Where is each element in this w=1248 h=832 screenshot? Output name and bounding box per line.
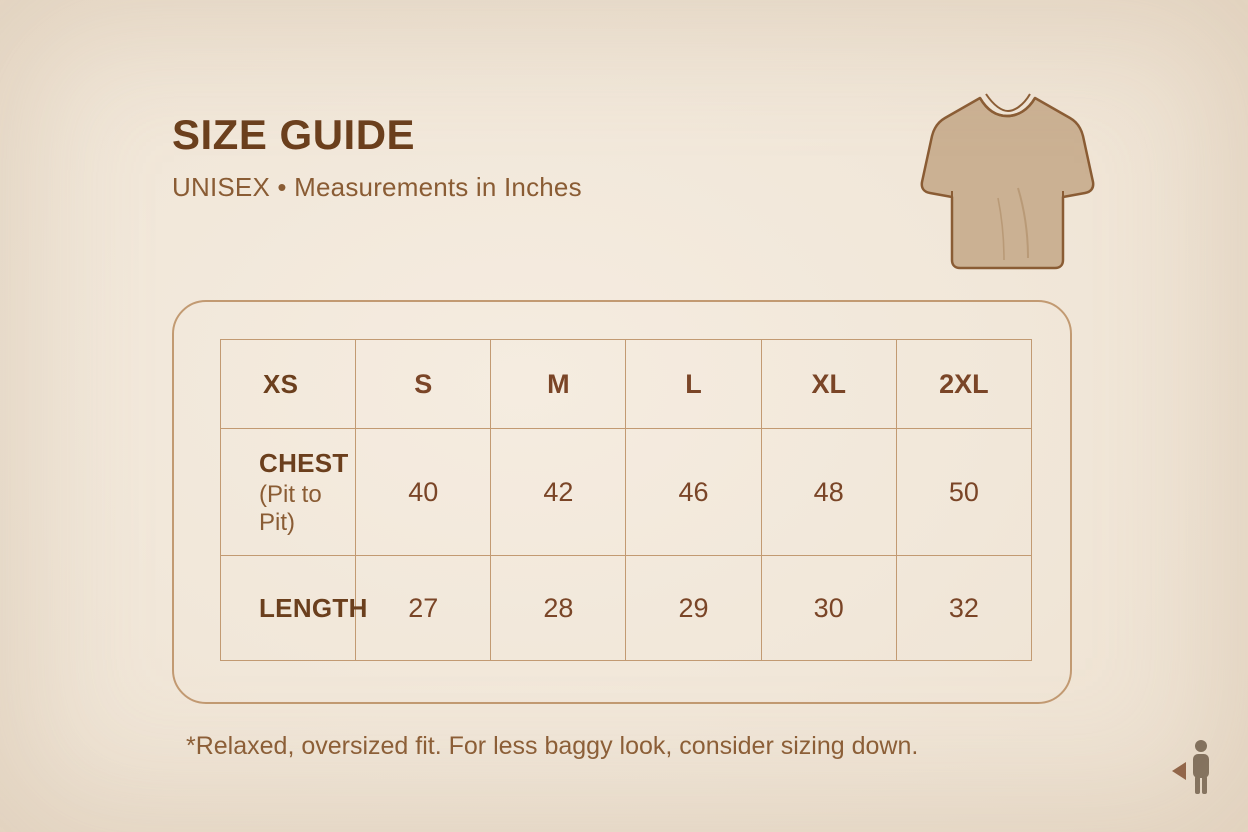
size-table [220,339,1032,661]
cell-chest-s: 40 [356,429,491,556]
cell-chest-m: 42 [491,429,626,556]
row-label-length: LENGTH [221,556,356,661]
table-row-length [221,556,1032,661]
table-row-chest [221,429,1032,556]
header-cell-xl: XL [761,340,896,429]
tshirt-icon [900,78,1115,278]
header-cell-2xl: 2XL [896,340,1031,429]
header-cell-m: M [491,340,626,429]
row-label-chest-sub: (Pit to Pit) [259,480,322,536]
cell-length-2xl: 32 [896,556,1031,661]
cell-length-l: 29 [626,556,761,661]
page-subtitle: UNISEX • Measurements in Inches [172,172,582,203]
row-label-chest-main: CHEST [259,447,349,478]
row-label-chest [221,429,356,556]
header-cell-blank: XS [221,340,356,429]
header-cell-s: S [356,340,491,429]
page-title: SIZE GUIDE [172,111,416,158]
cell-length-xl: 30 [761,556,896,661]
cell-chest-xl: 48 [761,429,896,556]
cell-length-m: 28 [491,556,626,661]
table-header-row [221,340,1032,429]
person-icon [1182,738,1220,796]
cell-chest-l: 46 [626,429,761,556]
header-cell-l: L [626,340,761,429]
cell-length-s: 27 [356,556,491,661]
footnote: *Relaxed, oversized fit. For less baggy look, consider sizing down. [186,732,919,760]
cell-chest-2xl: 50 [896,429,1031,556]
header [172,112,582,203]
